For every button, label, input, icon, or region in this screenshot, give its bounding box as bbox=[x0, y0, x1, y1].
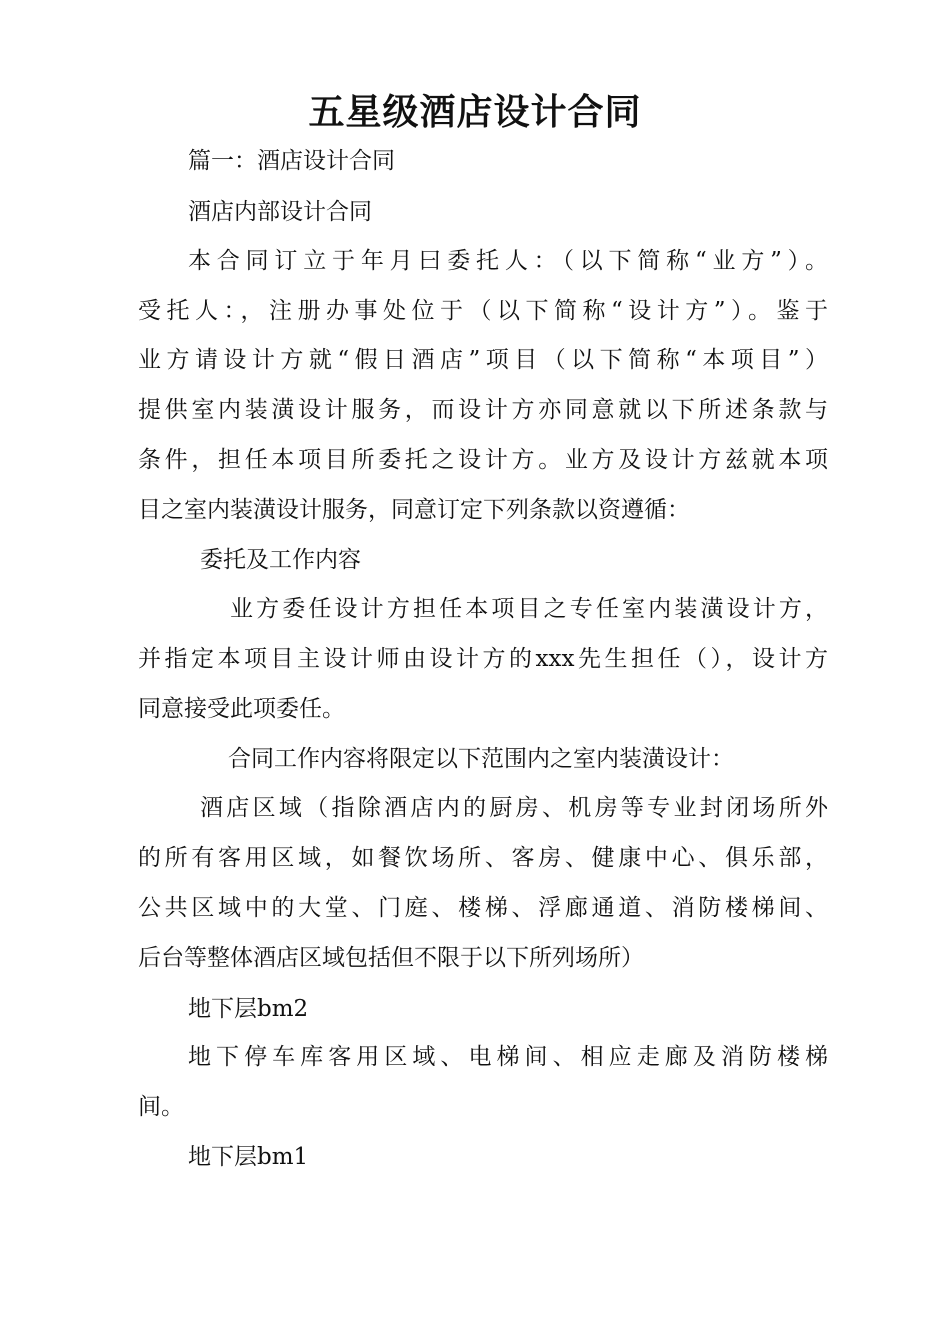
contract-subtitle: 酒店内部设计合同 bbox=[188, 199, 372, 225]
floor-label: 地下层bm2 bbox=[188, 996, 309, 1022]
floor-label: 地下层bm1 bbox=[188, 1144, 309, 1170]
paragraph-line: 间。 bbox=[138, 1094, 184, 1120]
paragraph-line: 公共区域中的大堂、门庭、楼梯、浮廊通道、消防楼梯间、 bbox=[138, 895, 828, 921]
paragraph-line: 业方委任设计方担任本项目之专任室内装潢设计方， bbox=[230, 596, 828, 622]
paragraph-line: 后台等整体酒店区域包括但不限于以下所列场所） bbox=[138, 945, 644, 971]
paragraph-line: 本合同订立于年月曰委托人：（以下简称“业方”）。 bbox=[188, 248, 828, 274]
section-heading: 篇一：酒店设计合同 bbox=[188, 148, 395, 174]
paragraph-line: 的所有客用区域，如餐饮场所、客房、健康中心、俱乐部， bbox=[138, 845, 828, 871]
paragraph-line: 业方请设计方就“假日酒店”项目（以下简称“本项目”） bbox=[138, 347, 828, 373]
paragraph-line: 条件，担任本项目所委托之设计方。业方及设计方兹就本项 bbox=[138, 447, 828, 473]
paragraph-line: 同意接受此项委任。 bbox=[138, 696, 345, 722]
paragraph-line: 提供室内装潢设计服务，而设计方亦同意就以下所述条款与 bbox=[138, 397, 828, 423]
paragraph-line: 地下停车库客用区域、电梯间、相应走廊及消防楼梯 bbox=[188, 1044, 828, 1070]
paragraph-line: 受托人：，注册办事处位于（以下简称“设计方”）。鉴于 bbox=[138, 298, 828, 324]
paragraph-line: 合同工作内容将限定以下范围内之室内装潢设计： bbox=[228, 746, 734, 772]
document-title: 五星级酒店设计合同 bbox=[308, 91, 642, 133]
paragraph-line: 并指定本项目主设计师由设计方的xxx先生担任（），设计方 bbox=[138, 646, 828, 672]
paragraph-line: 酒店区域（指除酒店内的厨房、机房等专业封闭场所外 bbox=[200, 795, 828, 821]
clause-heading: 委托及工作内容 bbox=[200, 547, 361, 573]
paragraph-line: 目之室内装潢设计服务，同意订定下列条款以资遵循： bbox=[138, 497, 690, 523]
